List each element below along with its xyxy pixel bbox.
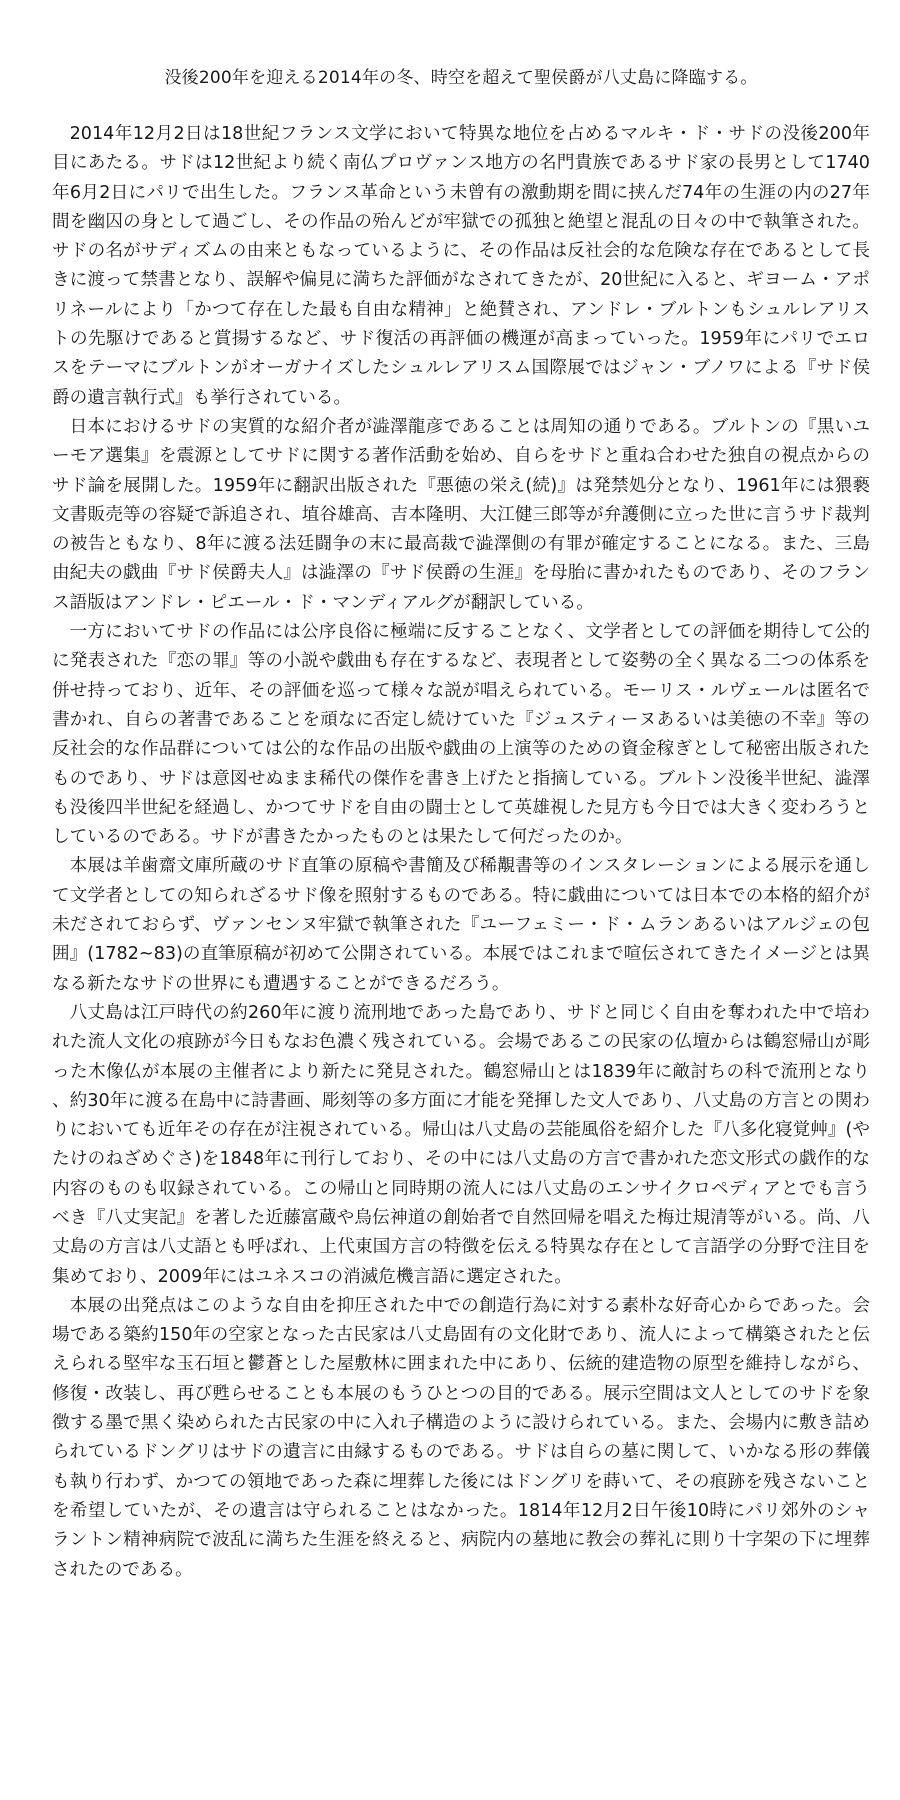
paragraph-5: 八丈島は江戸時代の約260年に渡り流刑地であった島であり、サドと同じく自由を奪われた中で培われた流人文化の痕跡が今日もなお色濃く残されている。会場であるこの民家の仏壇からは鶴窓帰山が彫った木像仏が本展の主催者により新たに発見された。鶴窓帰山とは1839年に敵討ちの科で流刑となり、約30年に渡る在島中に詩書画、彫刻等の多方面に才能を発揮した文人であり、八丈島の方言との関わりにおいても近年その存在が注視されている。帰山は八丈島の芸能風俗を紹介した『八多化寝覚艸』(やたけのねざめぐさ)を1848年に刊行しており、その中には八丈島の方言で書かれた恋文形式の戯作的な内容のものも収録されている。この帰山と同時期の流人には八丈島のエンサイクロペディアとでも言うべき『八丈実記』を著した近藤富蔵や烏伝神道の創始者で自然回帰を唱えた梅辻規清等がいる。尚、八丈島の方言は八丈語とも呼ばれ、上代東国方言の特徴を伝える特異な存在として言語学の分野で注目を集めており、2009年にはユネスコの消滅危機言語に選定された。 [52, 1002, 870, 1287]
paragraph-6: 本展の出発点はこのような自由を抑圧された中での創造行為に対する素朴な好奇心からであった。会場である築約150年の空家となった古民家は八丈島固有の文化財であり、流人によって構築されたと伝えられる堅牢な玉石垣と鬱蒼とした屋敷林に囲まれた中にあり、伝統的建造物の原型を維持しながら、修復・改装し、再び甦らせることも本展のもうひとつの目的である。展示空間は文人としてのサドを象徴する墨で黒く染められた古民家の中に入れ子構造のように設けられている。また、会場内に敷き詰められているドングリはサドの遺言に由縁するものである。サドは自らの墓に関して、いかなる形の葬儀も執り行わず、かつての領地であった森に埋葬した後にはドングリを蒔いて、その痕跡を残さないことを希望していたが、その遺言は守られることはなかった。1814年12月2日午後10時にパリ郊外のシャラントン精神病院で波乱に満ちた生涯を終えると、病院内の墓地に教会の葬礼に則り十字架の下に埋葬されたのである。 [52, 1295, 870, 1580]
paragraph-2: 日本におけるサドの実質的な紹介者が澁澤龍彦であることは周知の通りである。ブルトンの『黒いユーモア選集』を震源としてサドに関する著作活動を始め、自らをサドと重ね合わせた独自の視点からのサド論を展開した。1959年に翻訳出版された『悪徳の栄え(続)』は発禁処分となり、1961年には猥褻文書販売等の容疑で訴追され、埴谷雄高、吉本隆明、大江健三郎等が弁護側に立った世に言うサド裁判の被告ともなり、8年に渡る法廷闘争の末に最高裁で澁澤側の有罪が確定することになる。また、三島由紀夫の戯曲『サド侯爵夫人』は澁澤の『サド侯爵の生涯』を母胎に書かれたものであり、そのフランス語版はアンドレ・ピエール・ド・マンディアルグが翻訳している。 [52, 416, 870, 613]
paragraph-3: 一方においてサドの作品には公序良俗に極端に反することなく、文学者としての評価を期待して公的に発表された『恋の罪』等の小説や戯曲も存在するなど、表現者として姿勢の全く異なる二つの体系を併せ持っており、近年、その評価を巡って様々な説が唱えられている。モーリス・ルヴェールは匿名で書かれ、自らの著書であることを頑なに否定し続けていた『ジュスティーヌあるいは美徳の不幸』等の反社会的な作品群については公的な作品の出版や戯曲の上演等のための資金稼ぎとして秘密出版されたものであり、サドは意図せぬまま稀代の傑作を書き上げたと指摘している。ブルトン没後半世紀、澁澤も没後四半世紀を経過し、かつてサドを自由の闘士として英雄視した見方も今日では大きく変わろうとしているのである。サドが書きたかったものとは果たして何だったのか。 [52, 622, 870, 848]
document-body [52, 120, 870, 1585]
paragraph-1: 2014年12月2日は18世紀フランス文学において特異な地位を占めるマルキ・ド・サドの没後200年目にあたる。サドは12世紀より続く南仏プロヴァンス地方の名門貴族であるサド家の長男として1740年6月2日にパリで出生した。フランス革命という未曾有の激動期を間に挟んだ74年の生涯の内の27年間を幽囚の身として過ごし、その作品の殆んどが牢獄での孤独と絶望と混乱の日々の中で執筆された。サドの名がサディズムの由来ともなっているように、その作品は反社会的な危険な存在であるとして長きに渡って禁書となり、誤解や偏見に満ちた評価がなされてきたが、20世紀に入ると、ギヨーム・アポリネールにより「かつて存在した最も自由な精神」と絶賛され、アンドレ・ブルトンもシュルレアリストの先駆けであると賞揚するなど、サド復活の再評価の機運が高まっていった。1959年にパリでエロスをテーマにブルトンがオーガナイズしたシュルレアリスム国際展ではジャン・ブノワによる『サド侯爵の遺言執行式』も挙行されている。 [52, 124, 870, 408]
paragraph-4: 本展は羊歯齋文庫所蔵のサド直筆の原稿や書簡及び稀覯書等のインスタレーションによる展示を通して文学者としての知られざるサド像を照射するものである。特に戯曲については日本での本格的紹介が未だされておらず、ヴァンセンヌ牢獄で執筆された『ユーフェミー・ド・ムランあるいはアルジェの包囲』(1782~83)の直筆原稿が初めて公開されている。本展ではこれまで喧伝されてきたイメージとは異なる新たなサドの世界にも遭遇することができるだろう。 [52, 856, 870, 994]
lead-line: 没後200年を迎える2014年の冬、時空を超えて聖侯爵が八丈島に降臨する。 [164, 68, 758, 88]
